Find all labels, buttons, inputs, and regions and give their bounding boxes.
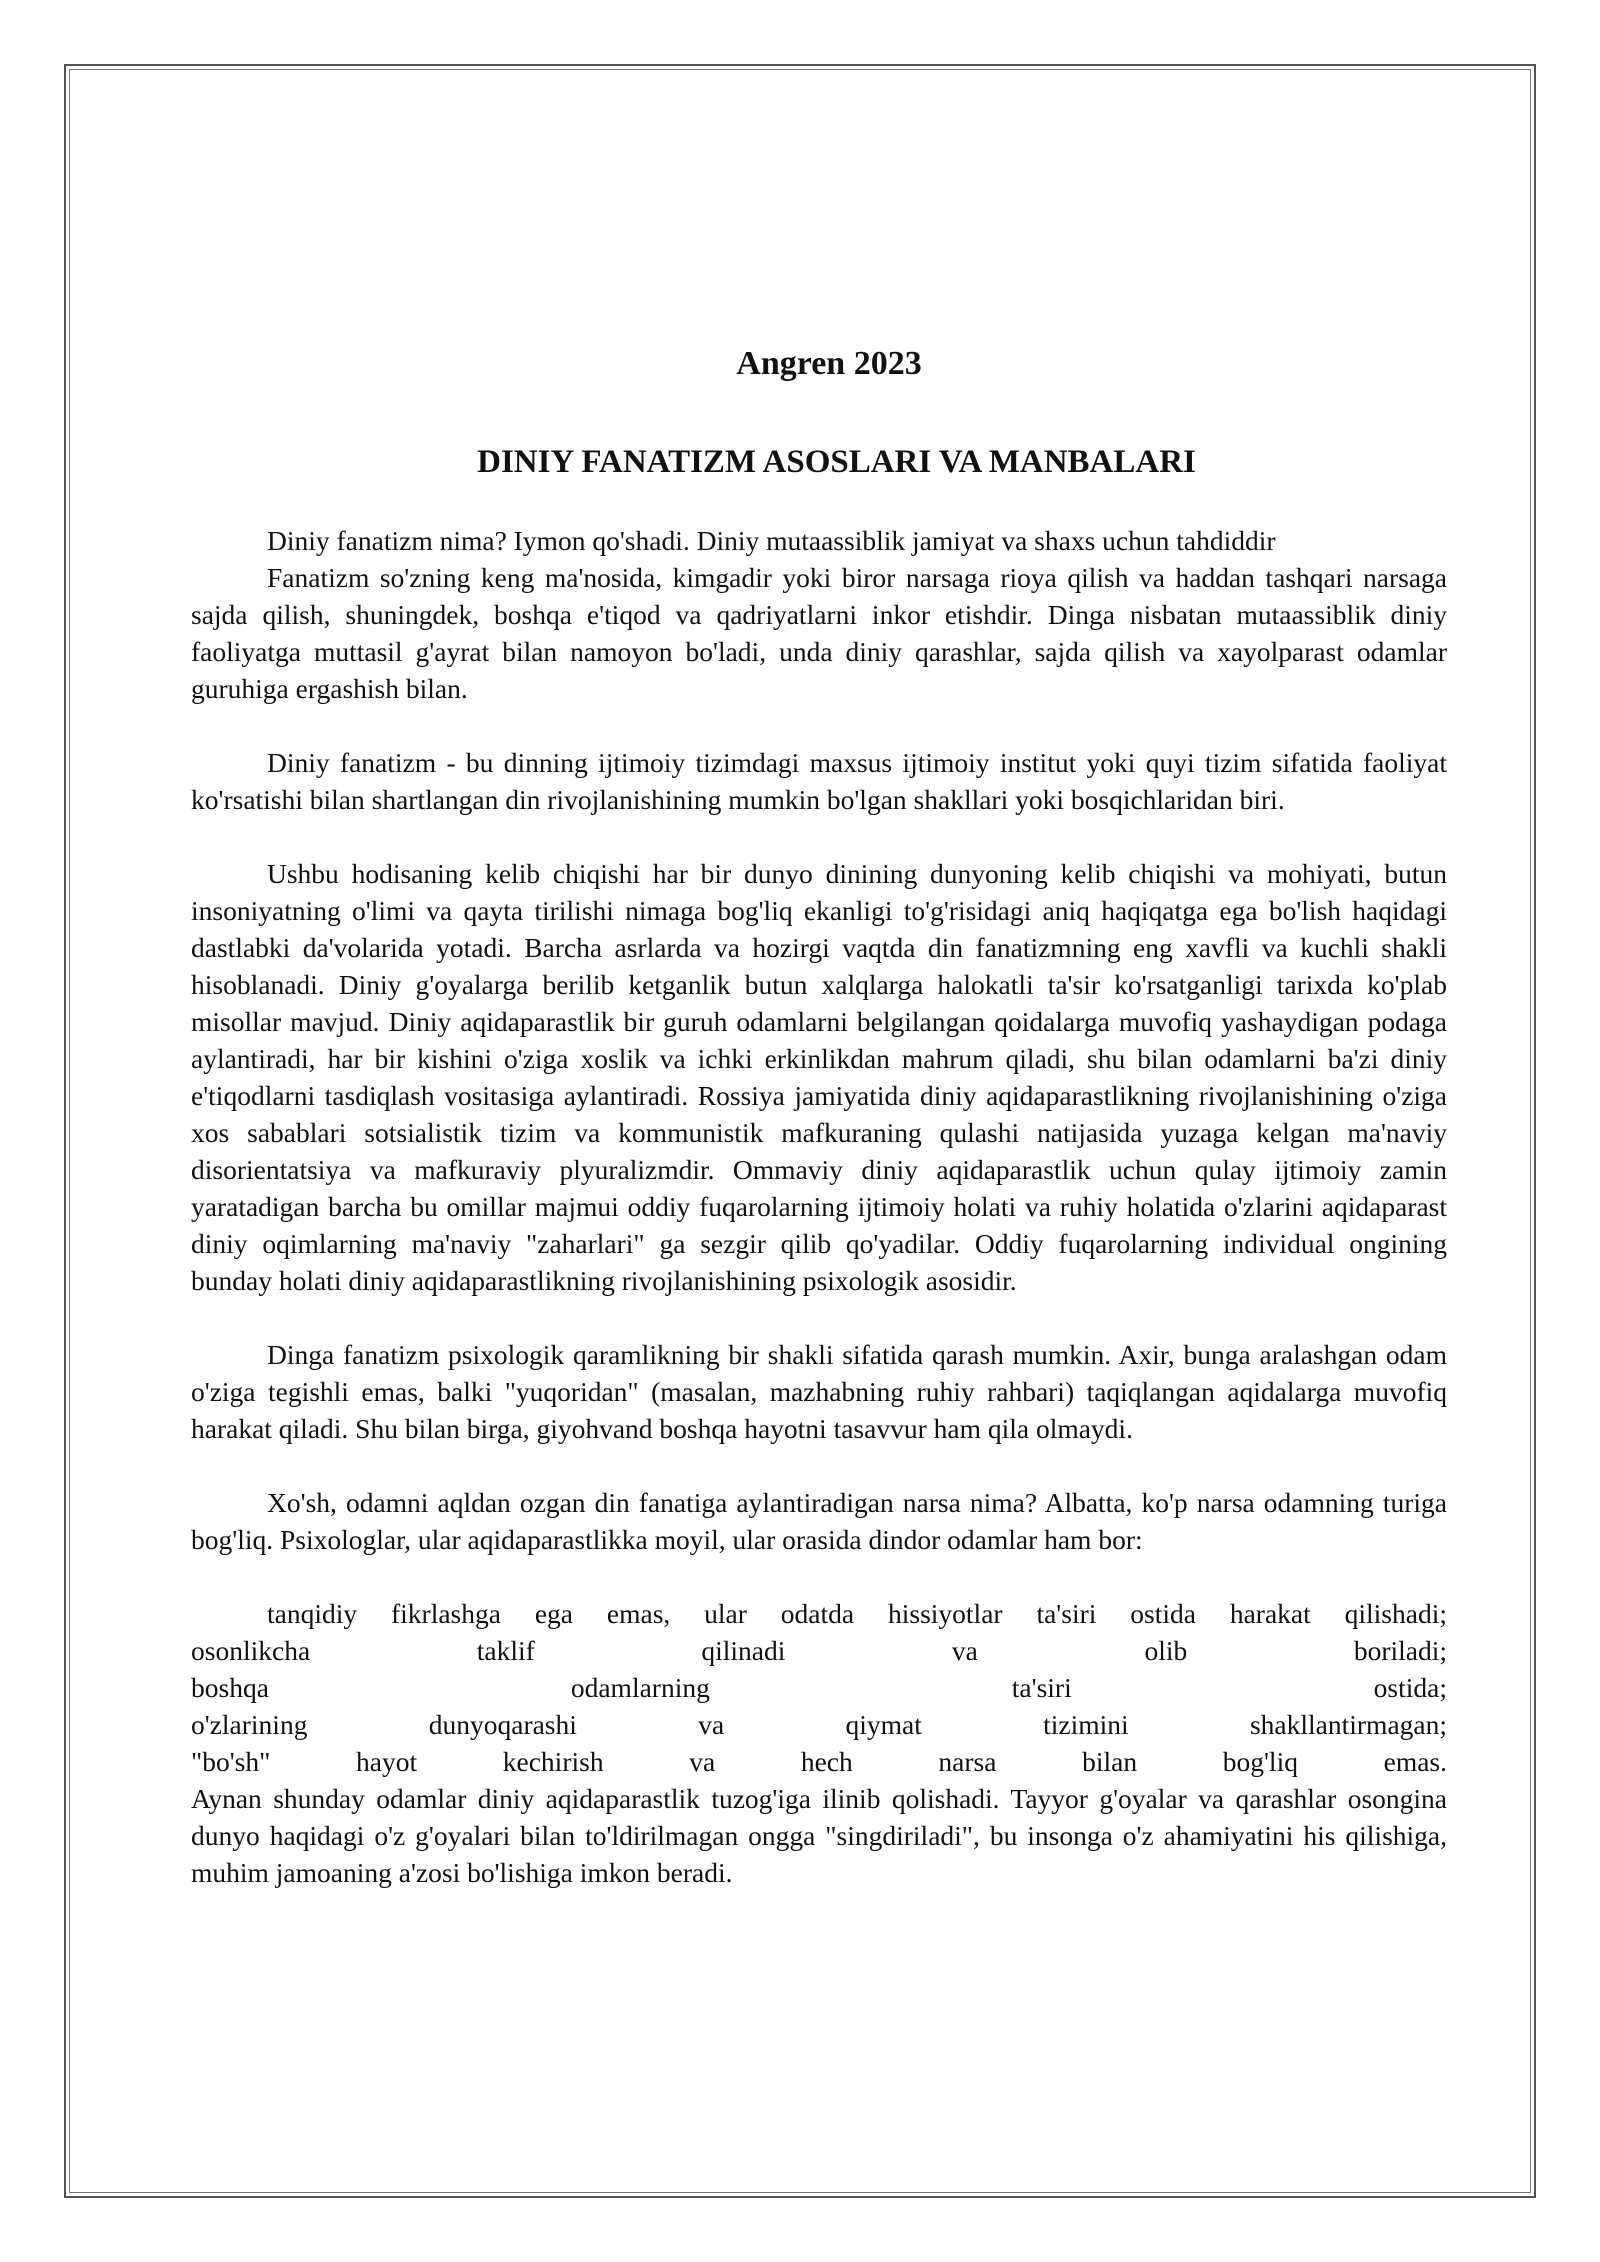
paragraph-1: Diniy fanatizm nima? Iymon qo'shadi. Diniy mutaassiblik jamiyat va shaxs uchun tahdiddir xyxy=(267,525,1276,557)
list-item: boshqa odamlarning ta'siri ostida; xyxy=(191,1672,1447,1704)
paragraph-4: Ushbu hodisaning kelib chiqishi har bir dunyo dinining dunyoning kelib chiqishi va mohiyati, butun insoniyatning o'limi va qayta tirilishi nimaga bog'liq ekanligi to'g'risidagi aniq haqiqatga ega bo'lish haqidagi dastlabki da'volarida yotadi. Barcha asrlarda va hozirgi vaqtda din fanatizmning eng xavfli va kuchli shakli hisoblanadi. Diniy g'oyalarga berilib ketganlik butun xalqlarga halokatli ta'sir ko'rsatganligi tarixda ko'plab misollar mavjud. Diniy aqidaparastlik bir guruh odamlarni belgilangan qoidalarga muvofiq yashaydigan podaga aylantiradi, har bir kishini o'ziga xoslik va ichki erkinlikdan mahrum qiladi, shu bilan odamlarni ba'zi diniy e'tiqodlarni tasdiqlash vositasiga aylantiradi. Rossiya jamiyatida diniy aqidaparastlikning rivojlanishining o'ziga xos sabablari sotsialistik tizim va kommunistik mafkuraning qulashi natijasida yuzaga kelgan ma'naviy disorientatsiya va mafkuraviy plyuralizmdir. Ommaviy diniy aqidaparastlik uchun qulay ijtimoiy zamin yaratadigan barcha bu omillar majmui oddiy fuqarolarning ijtimoiy holati va ruhiy holatida o'zlarini aqidaparast diniy oqimlarning ma'naviy "zaharlari" ga sezgir qilib qo'yadilar. Oddiy fuqarolarning individual ongining bunday holati diniy aqidaparastlikning rivojlanishining psixologik asosidir. xyxy=(191,858,1447,1297)
list-item: osonlikcha taklif qilinadi va olib boriladi; xyxy=(191,1635,1447,1667)
paragraph-3: Diniy fanatizm - bu dinning ijtimoiy tizimdagi maxsus ijtimoiy institut yoki quyi tizim sifatida faoliyat ko'rsatishi bilan shartlangan din rivojlanishining mumkin bo'lgan shakllari yoki bosqichlaridan biri. xyxy=(191,747,1447,816)
place-year: Angren 2023 xyxy=(736,345,922,382)
list-item: "bo'sh" hayot kechirish va hech narsa bilan bog'liq emas. xyxy=(191,1746,1447,1778)
document-body xyxy=(191,344,1447,1891)
paragraph-6: Xo'sh, odamni aqldan ozgan din fanatiga aylantiradigan narsa nima? Albatta, ko'p narsa odamning turiga bog'liq. Psixologlar, ular aqidaparastlikka moyil, ular orasida dindor odamlar ham bor: xyxy=(191,1487,1447,1556)
closing-paragraph: Aynan shunday odamlar diniy aqidaparastlik tuzog'iga ilinib qolishadi. Tayyor g'oyalar va qarashlar osongina dunyo haqidagi o'z g'oyalari bilan to'ldirilmagan ongga "singdiriladi", bu insonga o'z ahamiyatini his qilishiga, muhim jamoaning a'zosi bo'lishiga imkon beradi. xyxy=(191,1783,1447,1889)
paragraph-2: Fanatizm so'zning keng ma'nosida, kimgadir yoki biror narsaga rioya qilish va haddan tashqari narsaga sajda qilish, shuningdek, boshqa e'tiqod va qadriyatlarni inkor etishdir. Dinga nisbatan mutaassiblik diniy faoliyatga muttasil g'ayrat bilan namoyon bo'ladi, unda diniy qarashlar, sajda qilish va xayolparast odamlar guruhiga ergashish bilan. xyxy=(191,562,1447,705)
paragraph-5: Dinga fanatizm psixologik qaramlikning bir shakli sifatida qarash mumkin. Axir, bunga aralashgan odam o'ziga tegishli emas, balki "yuqoridan" (masalan, mazhabning ruhiy rahbari) taqiqlangan aqidalarga muvofiq harakat qiladi. Shu bilan birga, giyohvand boshqa hayotni tasavvur ham qila olmaydi. xyxy=(191,1339,1447,1445)
list-item: o'zlarining dunyoqarashi va qiymat tizimini shakllantirmagan; xyxy=(191,1709,1447,1741)
document-title: DINIY FANATIZM ASOSLARI VA MANBALARI xyxy=(477,443,1196,480)
list-item: tanqidiy fikrlashga ega emas, ular odatda hissiyotlar ta'siri ostida harakat qilishadi; xyxy=(267,1598,1447,1630)
traits-list xyxy=(191,1595,1447,1780)
